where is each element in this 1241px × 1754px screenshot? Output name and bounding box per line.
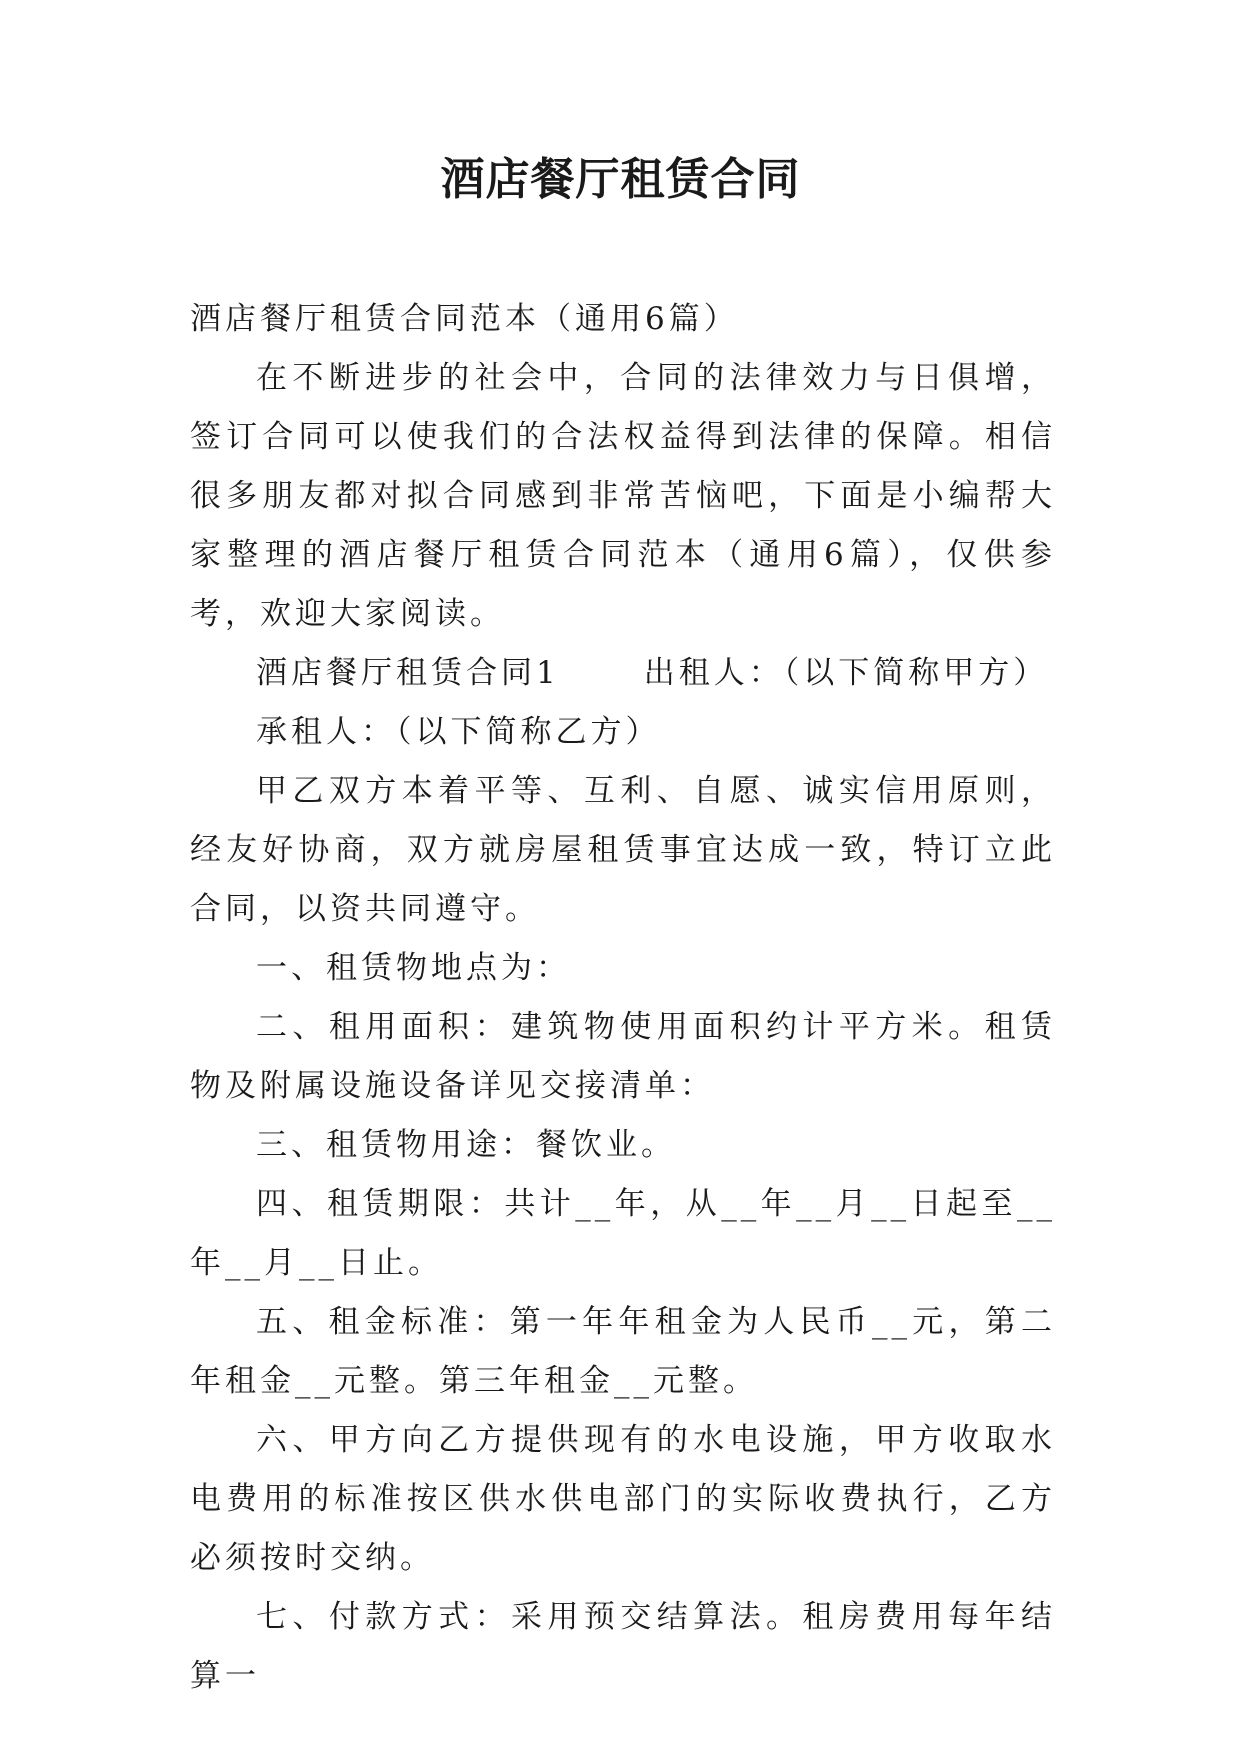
clause-1: 一、租赁物地点为：: [256, 950, 571, 986]
clause-7: 七、付款方式：采用预交结算法。租房费用每年结算一: [190, 1599, 1056, 1694]
clause-4: 四、租赁期限：共计__年，从__年__月__日起至__年__月__日止。: [190, 1186, 1056, 1281]
document-title: 酒店餐厅租赁合同: [440, 154, 801, 205]
clause-5: 五、租金标准：第一年年租金为人民币__元，第二年租金__元整。第三年租金__元整。: [190, 1304, 1056, 1399]
contract-heading: 酒店餐厅租赁合同1: [256, 655, 560, 691]
clause-2: 二、租用面积：建筑物使用面积约计平方米。租赁物及附属设施设备详见交接清单：: [190, 1009, 1056, 1104]
contract-heading-line: [190, 644, 1056, 703]
preamble-paragraph: 甲乙双方本着平等、互利、自愿、诚实信用原则，经友好协商，双方就房屋租赁事宜达成一致，特订立此合同，以资共同遵守。: [190, 773, 1056, 927]
subtitle: 酒店餐厅租赁合同范本（通用6篇）: [190, 301, 739, 337]
clause-6: 六、甲方向乙方提供现有的水电设施，甲方收取水电费用的标准按区供水供电部门的实际收费执行，乙方必须按时交纳。: [190, 1422, 1056, 1576]
lessor-line: 出租人：（以下简称甲方）: [643, 655, 1049, 691]
document-body: [190, 290, 1056, 1706]
lessee-line: 承租人：（以下简称乙方）: [256, 714, 661, 750]
clause-3: 三、租赁物用途：餐饮业。: [256, 1127, 676, 1163]
intro-paragraph: 在不断进步的社会中，合同的法律效力与日俱增，签订合同可以使我们的合法权益得到法律的保障。相信很多朋友都对拟合同感到非常苦恼吧，下面是小编帮大家整理的酒店餐厅租赁合同范本（通用6篇），仅供参考，欢迎大家阅读。: [190, 360, 1056, 632]
